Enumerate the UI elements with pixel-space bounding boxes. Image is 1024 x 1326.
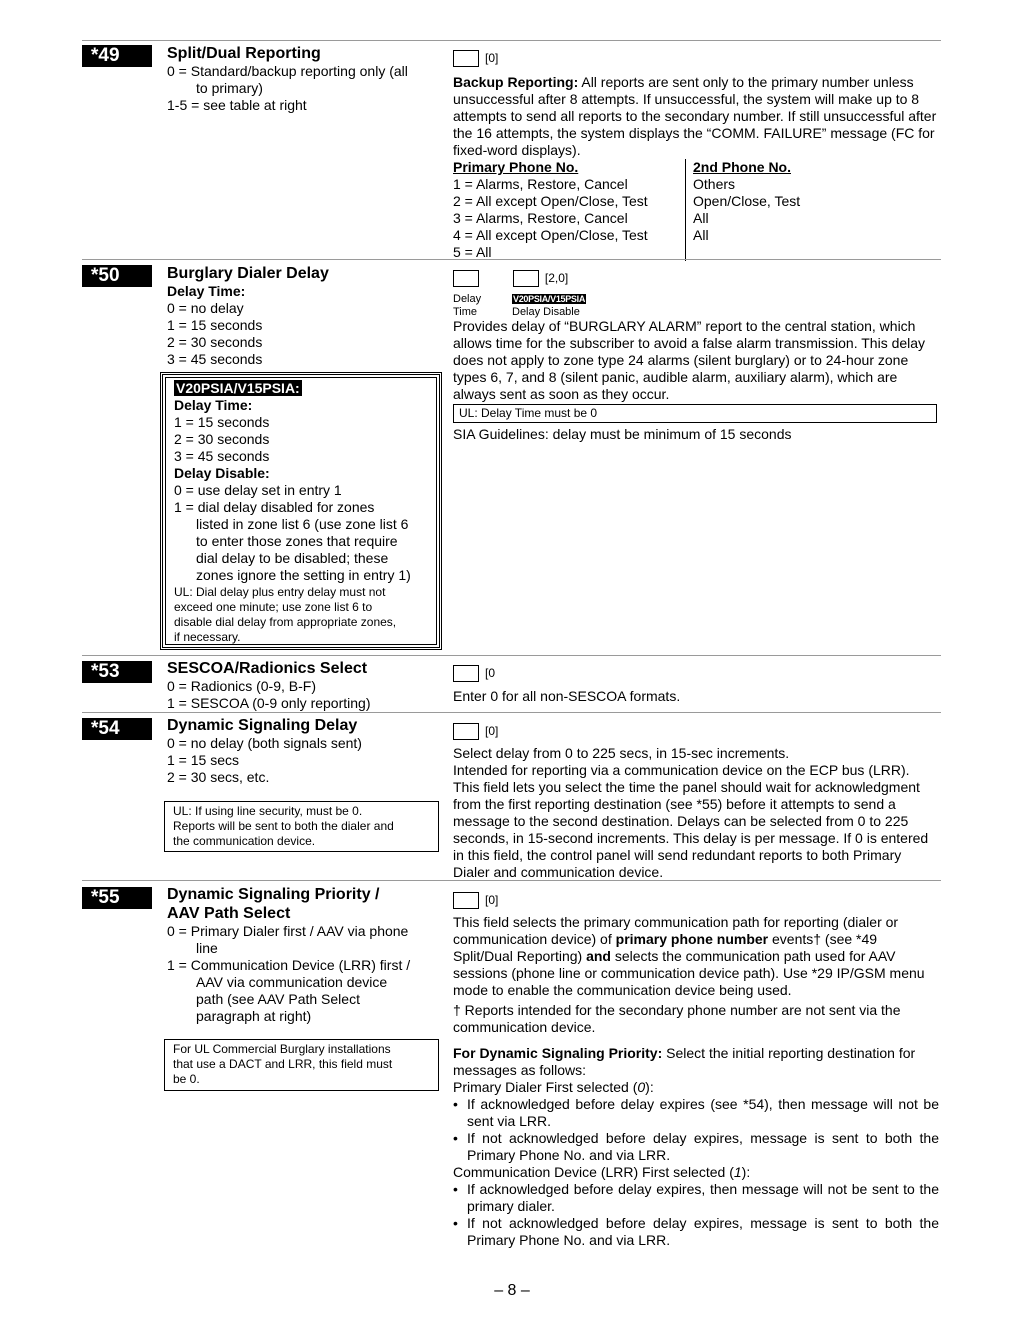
divider-49 bbox=[82, 40, 941, 41]
table-cell: 2 = All except Open/Close, Test bbox=[453, 193, 686, 210]
table-cell: All bbox=[693, 227, 709, 243]
sia-guidelines: SIA Guidelines: delay must be minimum of 15 seconds bbox=[453, 426, 792, 442]
field-54-description: Select delay from 0 to 225 secs, in 15-sec increments. bbox=[453, 745, 790, 761]
field-49-left bbox=[167, 44, 437, 114]
field-53-option: 0 = Radionics (0-9, B-F) bbox=[167, 678, 316, 694]
desc-text: selects the communication path used for AAV sessions (phone line or communication device path). Use *29 IP/GSM menu mode to enable the communication device being used. bbox=[453, 948, 925, 998]
vbox-option-cont: listed in zone list 6 (use zone list 6 bbox=[196, 516, 409, 532]
field-49-right bbox=[453, 49, 939, 261]
reporting-table bbox=[453, 159, 939, 261]
field-55-description bbox=[453, 914, 939, 999]
label-text: Communication Device (LRR) First selected ( bbox=[453, 1164, 734, 1180]
vbox-ul-note: UL: Dial delay plus entry delay must not bbox=[174, 585, 386, 599]
ul-note-line: that use a DACT and LRR, this field must bbox=[173, 1057, 393, 1071]
field-55-option-cont: path (see AAV Path Select bbox=[196, 991, 360, 1007]
field-50-option: 3 = 45 seconds bbox=[167, 351, 263, 367]
delay-time-label: Delay Time: bbox=[167, 283, 246, 299]
field-53-left bbox=[167, 659, 437, 712]
ul-note-55 bbox=[164, 1039, 439, 1091]
table-header: Primary Phone No. bbox=[453, 159, 686, 176]
default-value: [0] bbox=[485, 50, 499, 65]
field-50-option: 1 = 15 seconds bbox=[167, 317, 263, 333]
field-54-option: 0 = no delay (both signals sent) bbox=[167, 735, 362, 751]
ul-note-line: be 0. bbox=[173, 1072, 200, 1086]
label-value: 0 bbox=[637, 1079, 646, 1095]
default-value: [0 bbox=[485, 665, 496, 680]
field-badge-55: *55 bbox=[82, 887, 152, 909]
bullet-item: • If not acknowledged before delay expires, message is sent to both the Primary Phone No. and via LRR. bbox=[453, 1215, 939, 1249]
vbox-ul-note: disable dial delay from appropriate zones, bbox=[174, 615, 397, 629]
divider-55 bbox=[82, 880, 941, 881]
divider-54 bbox=[82, 712, 941, 713]
divider-53 bbox=[82, 655, 941, 656]
entry-box[interactable] bbox=[453, 665, 479, 682]
vbox-option-cont: to enter those zones that require bbox=[196, 533, 398, 549]
primary-dialer-first-label bbox=[453, 1079, 939, 1096]
vbox-ul-note: exceed one minute; use zone list 6 to bbox=[174, 600, 373, 614]
field-54-left bbox=[167, 716, 437, 786]
default-value: [2,0] bbox=[544, 270, 569, 285]
table-cell: 3 = Alarms, Restore, Cancel bbox=[453, 210, 686, 227]
v20psia-box bbox=[160, 372, 442, 650]
field-55-option: 1 = Communication Device (LRR) first / bbox=[167, 957, 411, 973]
desc-bold: and bbox=[586, 948, 611, 964]
ul-note-50: UL: Delay Time must be 0 bbox=[453, 404, 937, 423]
table-cell: Others bbox=[693, 176, 736, 192]
field-50-option: 0 = no delay bbox=[167, 300, 244, 316]
bullet-item: • If acknowledged before delay expires, then message will not be sent to the primary dialer. bbox=[453, 1181, 939, 1215]
vbox-option: 2 = 30 seconds bbox=[174, 431, 270, 447]
field-49-option: 0 = Standard/backup reporting only (all bbox=[167, 63, 408, 79]
table-cell: 5 = All bbox=[453, 244, 686, 261]
label-text: Primary Dialer First selected ( bbox=[453, 1079, 638, 1095]
vbox-option-cont: dial delay to be disabled; these bbox=[196, 550, 389, 566]
field-50-title: Burglary Dialer Delay bbox=[167, 265, 329, 282]
default-value: [0] bbox=[485, 892, 499, 907]
table-header: 2nd Phone No. bbox=[693, 159, 791, 175]
desc-bold: primary phone number bbox=[615, 931, 769, 947]
entry-box[interactable] bbox=[453, 723, 479, 740]
field-50-left bbox=[167, 264, 437, 368]
ul-note-line: For UL Commercial Burglary installations bbox=[173, 1042, 391, 1056]
vbox-ul-note: if necessary. bbox=[174, 630, 241, 644]
entry-box-delay-time[interactable] bbox=[453, 270, 479, 287]
desc-text: events† (see *49 Split/Dual Reporting) bbox=[453, 931, 878, 964]
entry-box[interactable] bbox=[453, 50, 479, 67]
vbox-option: 1 = 15 seconds bbox=[174, 414, 270, 430]
field-49-option: 1-5 = see table at right bbox=[167, 97, 307, 113]
field-50-right bbox=[453, 269, 939, 443]
default-value: [0] bbox=[485, 723, 499, 738]
field-54-option: 1 = 15 secs bbox=[167, 752, 239, 768]
model-label: V20PSIA/V15PSIA bbox=[513, 294, 586, 304]
field-55-title-cont: AAV Path Select bbox=[167, 905, 291, 922]
entry-box[interactable] bbox=[453, 892, 479, 909]
dynamic-priority-text: Select the initial reporting destination for messages as follows: bbox=[453, 1045, 916, 1078]
field-55-left bbox=[167, 885, 437, 1025]
vbox-option: 3 = 45 seconds bbox=[174, 448, 270, 464]
bullet-item: • If acknowledged before delay expires (see *54), then message will not be sent via LRR. bbox=[453, 1096, 939, 1130]
field-54-option: 2 = 30 secs, etc. bbox=[167, 769, 270, 785]
backup-reporting-label: Backup Reporting: bbox=[453, 74, 579, 90]
field-badge-54: *54 bbox=[82, 718, 152, 740]
comm-device-first-label bbox=[453, 1164, 939, 1181]
vbox-option: 0 = use delay set in entry 1 bbox=[174, 482, 342, 498]
table-cell: 4 = All except Open/Close, Test bbox=[453, 227, 686, 244]
field-badge-50: *50 bbox=[82, 265, 152, 287]
divider-50 bbox=[82, 259, 941, 260]
desc-text: This field selects the primary communication path for reporting (dialer or communication device) of bbox=[453, 914, 899, 947]
field-55-title: Dynamic Signaling Priority / bbox=[167, 886, 380, 903]
field-55-option-cont: AAV via communication device bbox=[196, 974, 388, 990]
ul-note-line: UL: If using line security, must be 0. bbox=[173, 804, 363, 818]
label-value: 1 bbox=[733, 1164, 742, 1180]
field-55-option-cont: paragraph at right) bbox=[196, 1008, 312, 1024]
field-badge-53: *53 bbox=[82, 661, 152, 683]
delay-label: Delay bbox=[453, 293, 482, 305]
field-badge-49: *49 bbox=[82, 45, 152, 67]
footnote-dagger: † Reports intended for the secondary phone number are not sent via the communication device. bbox=[453, 1002, 901, 1035]
v20psia-header: V20PSIA/V15PSIA: bbox=[176, 380, 300, 396]
ul-note-54 bbox=[164, 801, 439, 852]
field-49-title: Split/Dual Reporting bbox=[167, 45, 321, 62]
table-cell: 1 = Alarms, Restore, Cancel bbox=[453, 176, 686, 193]
time-label: Time bbox=[453, 306, 478, 318]
field-53-description: Enter 0 for all non-SESCOA formats. bbox=[453, 688, 681, 704]
label-text: ): bbox=[741, 1164, 751, 1180]
bullet-item: • If not acknowledged before delay expires, message is sent to both the Primary Phone No. and via LRR. bbox=[453, 1130, 939, 1164]
field-50-description: Provides delay of “BURGLARY ALARM” report to the central station, which allows time for the subscriber to avoid a false alarm transmission. This delay does not apply to zone type 24 alarms (silent burglary) or to 24-hour zone types 6, 7, and 8 (silent panic, audible alarm, auxiliary alarm), which are always sent as soon as they occur. bbox=[453, 318, 926, 402]
label-text: ): bbox=[645, 1079, 654, 1095]
field-55-option-cont: line bbox=[196, 940, 218, 956]
table-cell: Open/Close, Test bbox=[693, 193, 801, 209]
vbox-option: 1 = dial delay disabled for zones bbox=[174, 499, 375, 515]
vbox-delay-disable-label: Delay Disable: bbox=[174, 465, 270, 481]
dynamic-priority-intro bbox=[453, 1045, 939, 1079]
ul-note-line: Reports will be sent to both the dialer and bbox=[173, 819, 394, 833]
table-cell: All bbox=[693, 210, 709, 226]
dynamic-priority-label: For Dynamic Signaling Priority: bbox=[453, 1045, 663, 1061]
field-53-title: SESCOA/Radionics Select bbox=[167, 660, 368, 677]
field-49-option-cont: to primary) bbox=[196, 80, 263, 96]
field-54-right bbox=[453, 722, 939, 881]
field-53-option: 1 = SESCOA (0-9 only reporting) bbox=[167, 695, 371, 711]
vbox-option-cont: zones ignore the setting in entry 1) bbox=[196, 567, 411, 583]
field-55-option: 0 = Primary Dialer first / AAV via phone bbox=[167, 923, 409, 939]
field-54-detail: Intended for reporting via a communication device on the ECP bus (LRR). This field lets you select the time the panel should wait for acknowledgment from the first reporting destination (see *55) before it attempts to send a message to the second destination. Delays can be selected from 0 to 225 seconds, in 15-second increments. This delay is per message. If 0 is entered in this field, the control panel will send redundant reports to both Primary Dialer and communication device. bbox=[453, 762, 929, 880]
entry-box-delay-disable[interactable] bbox=[513, 270, 539, 287]
field-55-right bbox=[453, 891, 939, 1249]
backup-reporting-text: All reports are sent only to the primary number unless unsuccessful after 8 attempts. If unsuccessful, the system will make up to 8 attempts to send all reports to the secondary number. If still unsuccessful after the 16 attempts, the system displays the “COMM. FAILURE” message (FC for fixed-word displays). bbox=[453, 74, 937, 158]
page-number: – 8 – bbox=[494, 1282, 530, 1299]
ul-note-line: the communication device. bbox=[173, 834, 316, 848]
field-49-description bbox=[453, 74, 939, 159]
field-50-option: 2 = 30 seconds bbox=[167, 334, 263, 350]
field-53-right bbox=[453, 664, 939, 705]
field-54-title: Dynamic Signaling Delay bbox=[167, 717, 358, 734]
delay-disable-label: Delay Disable bbox=[512, 306, 580, 318]
vbox-delay-time-label: Delay Time: bbox=[174, 397, 253, 413]
